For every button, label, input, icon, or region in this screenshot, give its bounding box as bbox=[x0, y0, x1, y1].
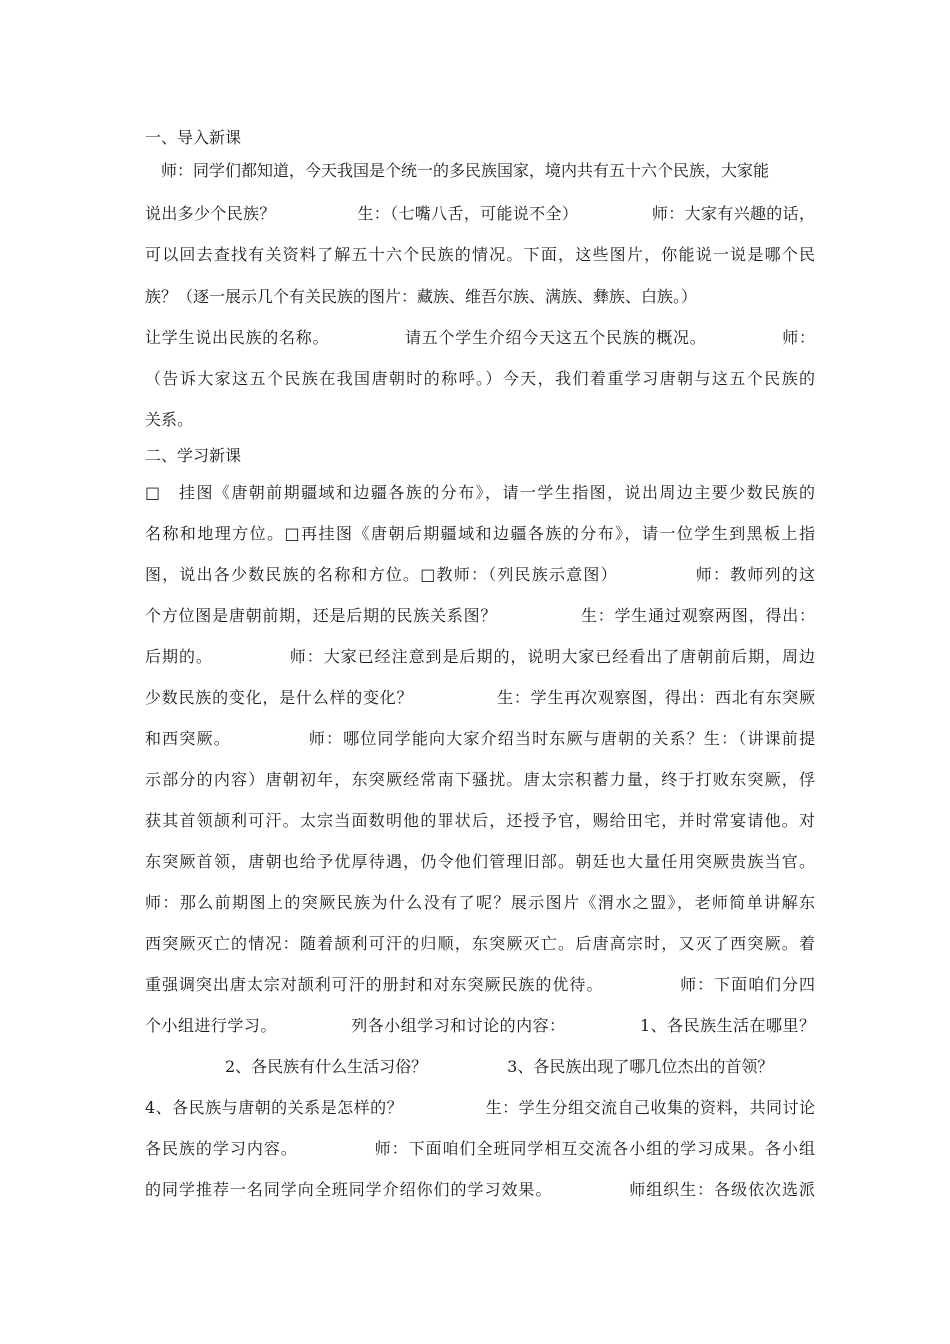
paragraph-line: 师：那么前期图上的突厥民族为什么没有了呢？展示图片《渭水之盟》，老师简单讲解东 bbox=[145, 893, 815, 912]
paragraph-line: 让学生说出民族的名称。 请五个学生介绍今天这五个民族的概况。 师： bbox=[145, 328, 815, 347]
paragraph-line: 后期的。 师：大家已经注意到是后期的，说明大家已经看出了唐朝前后期，周边 bbox=[145, 647, 815, 666]
section-heading-new-lesson: 二、学习新课 bbox=[145, 446, 242, 465]
paragraph-line: 个方位图是唐朝前期，还是后期的民族关系图？ 生：学生通过观察两图，得出： bbox=[145, 606, 815, 625]
paragraph-line: 可以回去查找有关资料了解五十六个民族的情况。下面，这些图片，你能说一说是哪个民 bbox=[145, 245, 815, 264]
paragraph-line: 关系。 bbox=[145, 410, 194, 429]
paragraph-line: 示部分的内容）唐朝初年，东突厥经常南下骚扰。唐太宗积蓄力量，终于打败东突厥，俘 bbox=[145, 770, 815, 789]
paragraph-line: 说出多少个民族？ 生：（七嘴八舌，可能说不全） 师：大家有兴趣的话， bbox=[145, 204, 815, 223]
paragraph-line: 2、各民族有什么生活习俗？ 3、各民族出现了哪几位杰出的首领？ bbox=[145, 1057, 774, 1076]
paragraph-line: □ 挂图《唐朝前期疆域和边疆各族的分布》，请一学生指图，说出周边主要少数民族的 bbox=[145, 483, 815, 502]
paragraph-line: 东突厥首领，唐朝也给予优厚待遇，仍令他们管理旧部。朝廷也大量任用突厥贵族当官。 bbox=[145, 852, 815, 871]
paragraph-line: 少数民族的变化，是什么样的变化？ 生：学生再次观察图，得出：西北有东突厥 bbox=[145, 688, 815, 707]
paragraph-line: 师：同学们都知道，今天我国是个统一的多民族国家，境内共有五十六个民族，大家能 bbox=[145, 161, 770, 180]
paragraph-line: 各民族的学习内容。 师：下面咱们全班同学相互交流各小组的学习成果。各小组 bbox=[145, 1139, 815, 1158]
paragraph-line: 图，说出各少数民族的名称和方位。□教师：（列民族示意图） 师：教师列的这 bbox=[145, 565, 815, 584]
paragraph-line: 西突厥灭亡的情况：随着颉利可汗的归顺，东突厥灭亡。后唐高宗时，又灭了西突厥。着 bbox=[145, 934, 815, 953]
paragraph-line: 获其首领颉利可汗。太宗当面数明他的罪状后，还授予官，赐给田宅，并时常宴请他。对 bbox=[145, 811, 815, 830]
paragraph-line: （告诉大家这五个民族在我国唐朝时的称呼。）今天，我们着重学习唐朝与这五个民族的 bbox=[145, 369, 815, 388]
paragraph-line: 的同学推荐一名同学向全班同学介绍你们的学习效果。 师组织生：各级依次选派 bbox=[145, 1180, 815, 1199]
paragraph-line: 名称和地理方位。□再挂图《唐朝后期疆域和边疆各族的分布》，请一位学生到黑板上指 bbox=[145, 524, 815, 543]
section-heading-intro: 一、导入新课 bbox=[145, 128, 242, 147]
paragraph-line: 族？（逐一展示几个有关民族的图片：藏族、维吾尔族、满族、彝族、白族。） bbox=[145, 287, 698, 306]
paragraph-line: 4、各民族与唐朝的关系是怎样的？ 生：学生分组交流自己收集的资料，共同讨论 bbox=[145, 1098, 815, 1117]
paragraph-line: 和西突厥。 师：哪位同学能向大家介绍当时东厥与唐朝的关系？生：（讲课前提 bbox=[145, 729, 815, 748]
paragraph-line: 重强调突出唐太宗对颉利可汗的册封和对东突厥民族的优待。 师：下面咱们分四 bbox=[145, 975, 815, 994]
paragraph-line: 个小组进行学习。 列各小组学习和讨论的内容： 1、各民族生活在哪里？ bbox=[145, 1016, 815, 1035]
